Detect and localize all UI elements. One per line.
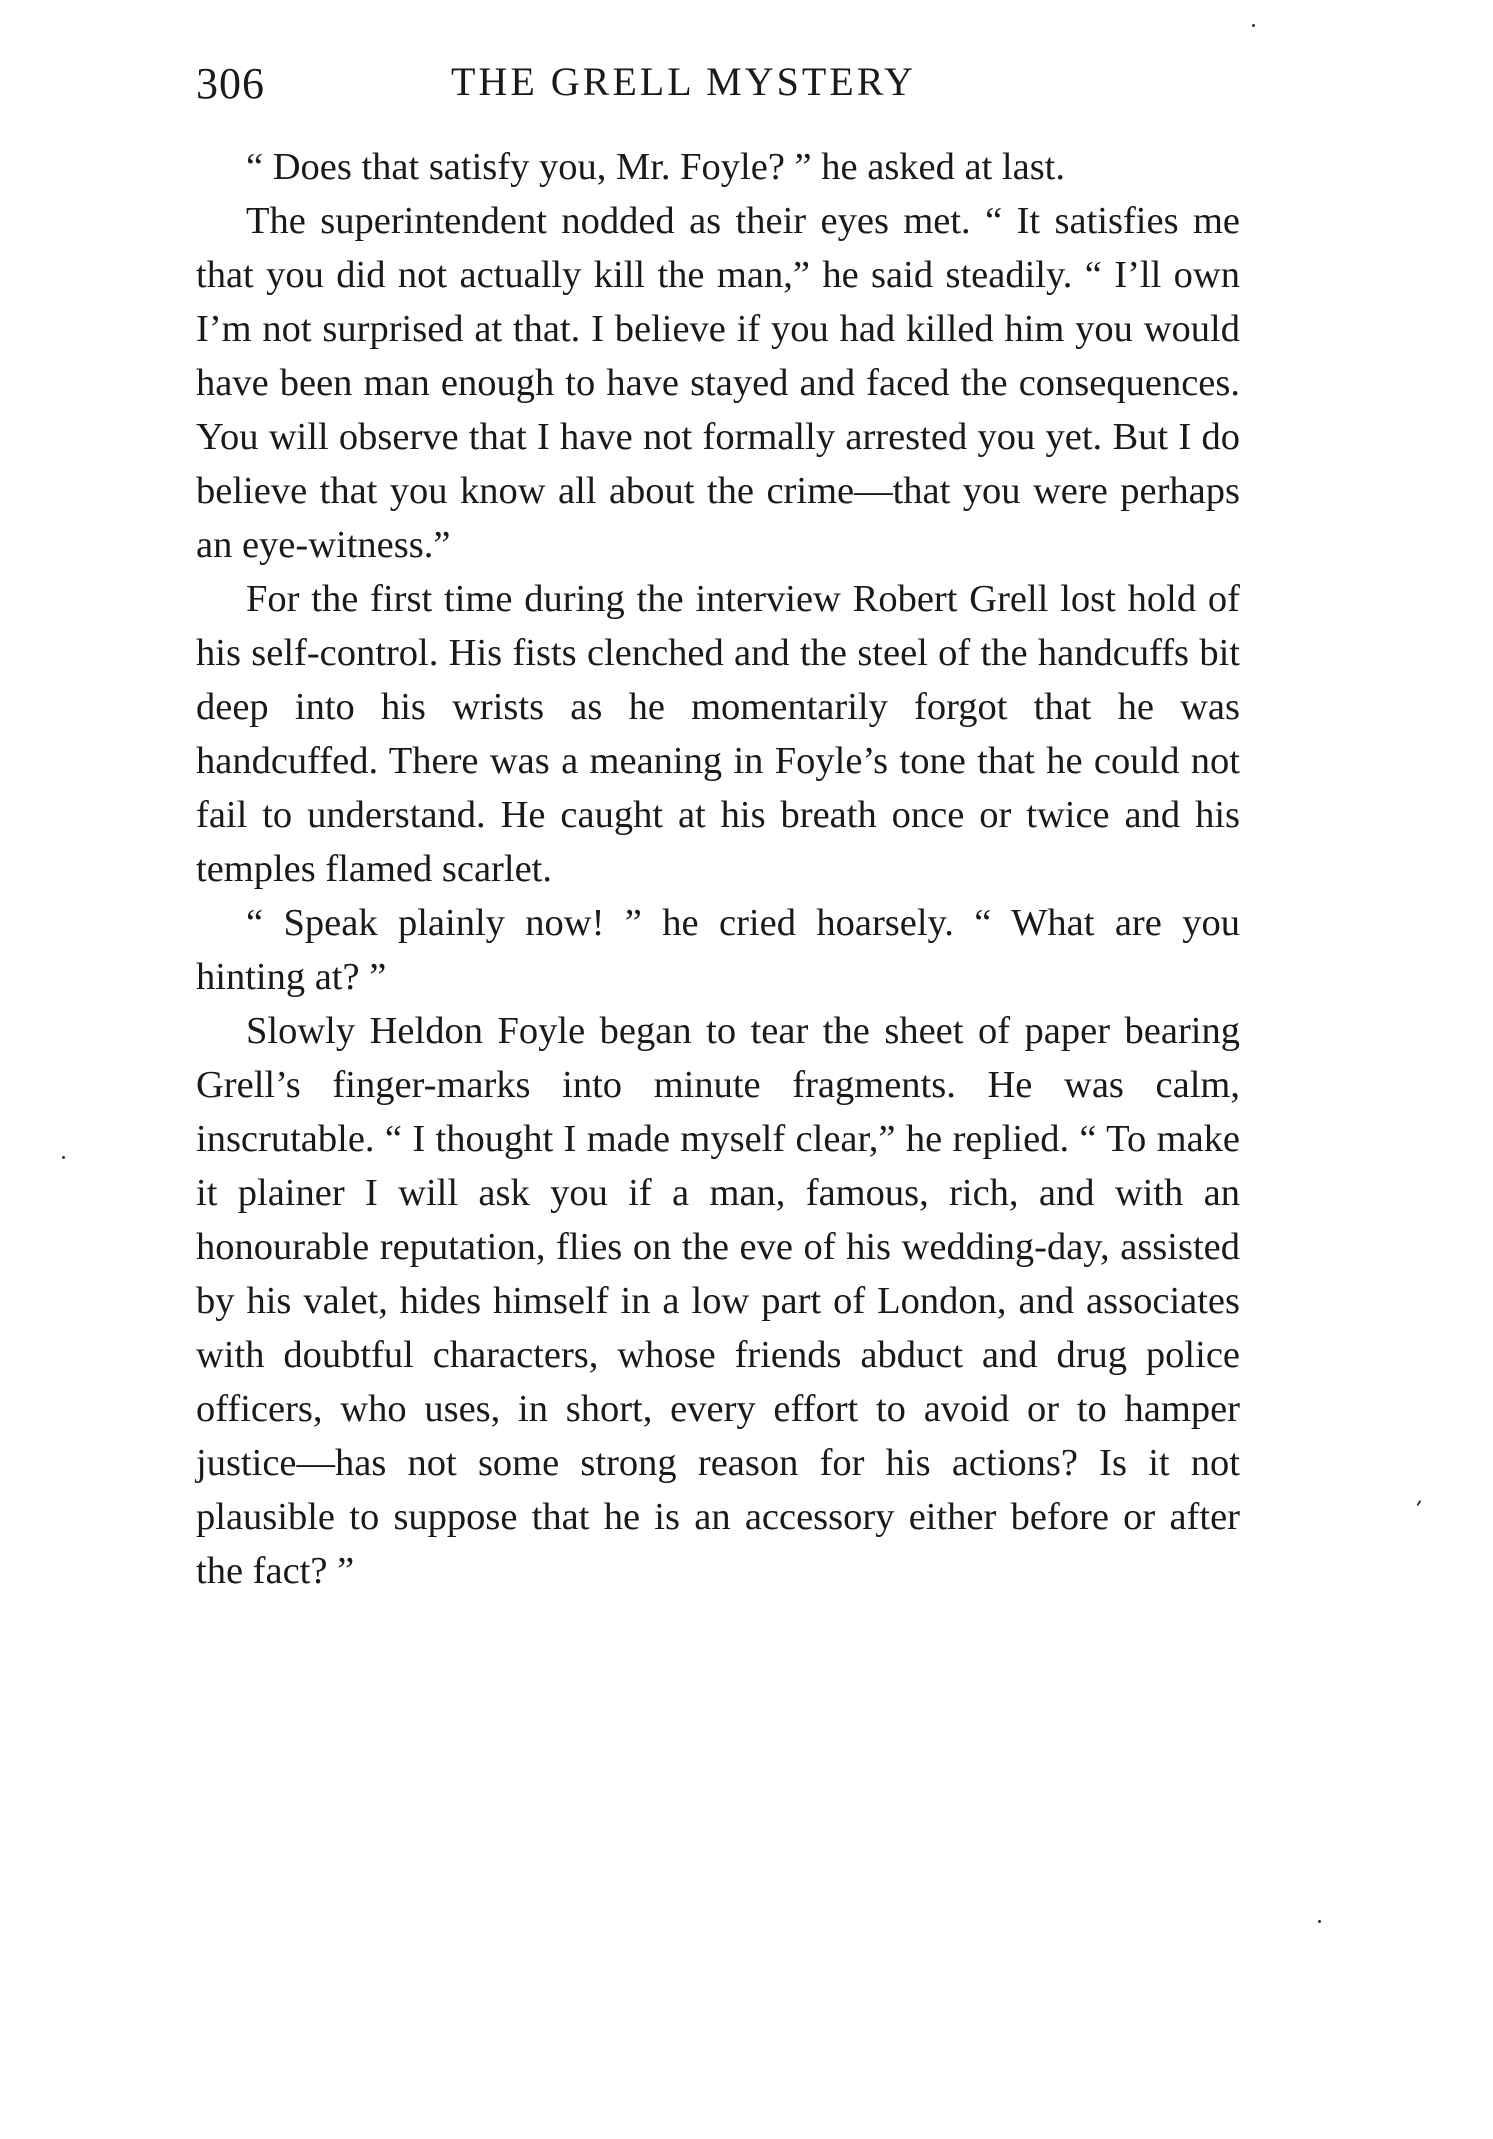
page-number: 306: [196, 59, 265, 108]
running-head: [196, 58, 1240, 118]
book-title: THE GRELL MYSTERY: [451, 59, 917, 104]
scan-speck: [1252, 24, 1255, 27]
paragraph: Slowly Heldon Foyle began to tear the sheet of paper bearing Grell’s finger-marks into minute fragments. He was calm, inscrutable. “ I thought I made myself clear,” he replied. “ To make it plainer I will ask you if a man, famous, rich, and with an honourable reputation, flies on the eve of his wedding-day, assisted by his valet, hides himself in a low part of London, and associates with doubtful characters, whose friends abduct and drug police officers, who uses, in short, every effort to avoid or to hamper justice—has not some strong reason for his actions? Is it not plausible to suppose that he is an accessory either before or after the fact? ”: [196, 1010, 1240, 1592]
paragraph: “ Does that satisfy you, Mr. Foyle? ” he asked at last.: [246, 146, 1066, 188]
scan-speck: [1416, 1500, 1421, 1506]
paragraph: For the first time during the interview Robert Grell lost hold of his self-control. His fists clenched and the steel of the handcuffs bit deep into his wrists as he momentarily forgot that he was handcuffed. There was a meaning in Foyle’s tone that he could not fail to understand. He caught at his breath once or twice and his temples flamed scarlet.: [196, 578, 1240, 890]
paragraph: “ Speak plainly now! ” he cried hoarsely. “ What are you hinting at? ”: [196, 902, 1240, 998]
paragraph: The superintendent nodded as their eyes met. “ It satisfies me that you did not actually kill the man,” he said steadily. “ I’ll own I’m not surprised at that. I believe if you had killed him you would have been man enough to have stayed and faced the consequences. You will observe that I have not formally arrested you yet. But I do believe that you know all about the crime—that you were perhaps an eye-witness.”: [196, 200, 1240, 566]
scan-speck: [62, 1156, 65, 1159]
scan-speck: [1318, 1920, 1321, 1923]
body-text: [196, 140, 1240, 1598]
